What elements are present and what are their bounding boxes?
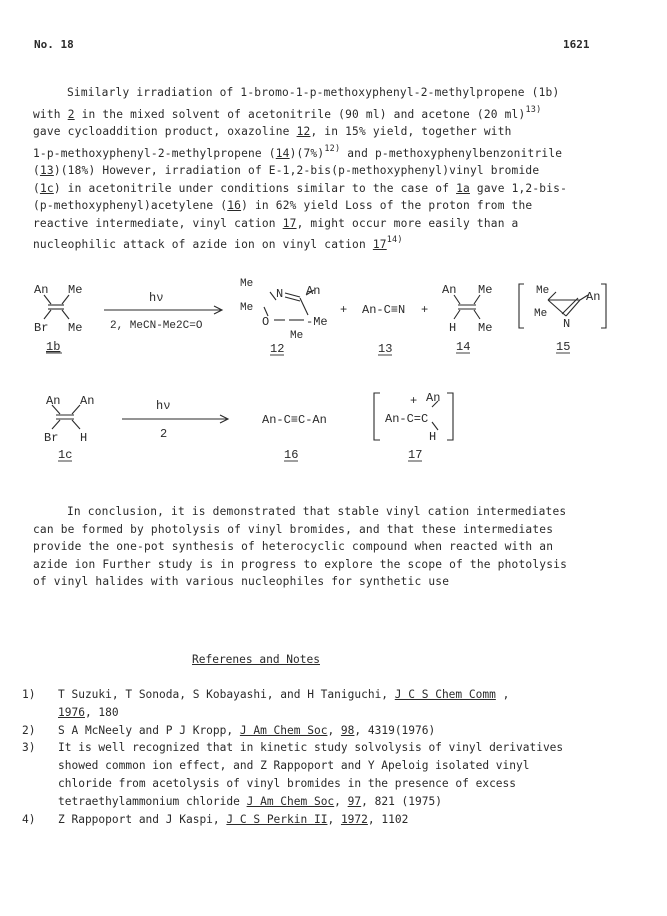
ref-number: 4) xyxy=(22,812,36,826)
para1-line9-text: nucleophilic attack of azide ion on vinyl cation xyxy=(33,238,366,251)
reagent-label: 2, MeCN-Me2C=O xyxy=(110,320,203,332)
para2-line3: provide the one-pot synthesis of heterocyclic compound when reacted with an xyxy=(33,540,554,553)
svg-text:H: H xyxy=(80,431,88,445)
ref-sep: , xyxy=(334,794,348,808)
compound-ref-14: 14 xyxy=(275,146,290,160)
compound-label-17: 17 xyxy=(408,448,423,462)
svg-text:An: An xyxy=(442,283,457,297)
ref-journal: J C S Perkin II xyxy=(226,812,328,826)
reference-item xyxy=(22,811,642,829)
svg-text:Me: Me xyxy=(536,285,550,297)
reagent-label-2: 2 xyxy=(160,427,168,441)
para1-line3-text: gave cycloaddition product, oxazoline xyxy=(33,125,290,138)
para2-line5: of vinyl halides with various nucleophiles for synthetic use xyxy=(33,575,450,588)
ref-page: , 4319(1976) xyxy=(354,723,436,737)
svg-text:Br: Br xyxy=(34,321,49,335)
svg-text:Me: Me xyxy=(478,283,493,297)
reference-item xyxy=(22,739,642,810)
plus-sign-1: + xyxy=(340,303,348,317)
ref-page: , 180 xyxy=(84,705,119,719)
svg-text:An: An xyxy=(426,391,441,405)
ref-note-line: It is well recognized that in kinetic study solvolysis of vinyl derivatives xyxy=(58,741,564,755)
svg-text:N: N xyxy=(276,287,284,301)
compound-ref-13: 13 xyxy=(39,164,54,177)
para1-line4-text: 1-p-methoxyphenyl-2-methylpropene ( xyxy=(33,146,276,160)
ref-year: 1976 xyxy=(58,705,85,719)
paragraph-2 xyxy=(33,503,593,591)
journal-issue: No. 18 xyxy=(34,38,74,51)
para1-line6-text: ( xyxy=(33,181,40,195)
ref-note-line: chloride from acetolysis of vinyl bromides in the presence of excess xyxy=(58,776,517,790)
svg-text:-Me: -Me xyxy=(306,315,328,329)
svg-text:Me: Me xyxy=(290,330,304,342)
compound-label-1b: 1b xyxy=(46,340,61,354)
para1-line2-text: with xyxy=(33,107,61,121)
para1-line5-text-b: )(18%) However, irradiation of E-1,2-bis(p-methoxyphenyl)vinyl bromide xyxy=(53,164,540,177)
ref-note-line: showed common ion effect, and Z Rappoport and Y Apeloig isolated vinyl xyxy=(58,759,530,773)
ref-volume: 98 xyxy=(340,723,355,737)
ref-sep: , xyxy=(502,688,510,701)
para1-line7-text: (p-methoxyphenyl)acetylene ( xyxy=(33,199,228,212)
svg-text:H: H xyxy=(449,321,457,335)
compound-label-15: 15 xyxy=(556,340,571,354)
ref-journal: J Am Chem Soc xyxy=(239,723,328,737)
compound-ref-16: 16 xyxy=(227,199,242,212)
svg-text:An: An xyxy=(306,284,321,298)
plus-sign-2: + xyxy=(421,303,429,317)
footnote-ref-14: 14) xyxy=(386,235,403,245)
para1-line1: Similarly irradiation of 1-bromo-1-p-methoxyphenyl-2-methylpropene (1b) xyxy=(67,86,560,99)
svg-text:Me: Me xyxy=(240,302,254,314)
compound-ref-17b: 17 xyxy=(372,238,387,251)
svg-text:An: An xyxy=(80,394,95,408)
svg-text:An-C=C: An-C=C xyxy=(385,412,429,426)
svg-text:N: N xyxy=(563,317,571,331)
para1-line4-text-c: and p-methoxyphenylbenzonitrile xyxy=(340,146,563,160)
para1-line6-text-c: gave 1,2-bis- xyxy=(469,181,568,195)
ref-journal: J C S Chem Comm xyxy=(394,688,496,701)
svg-text:H: H xyxy=(429,430,437,444)
ref-authors: Z Rappoport and J Kaspi, xyxy=(58,812,220,826)
svg-text:An: An xyxy=(586,290,601,304)
compound-label-12: 12 xyxy=(270,342,285,356)
svg-text:Me: Me xyxy=(478,321,493,335)
svg-text:+: + xyxy=(410,394,418,408)
reference-item xyxy=(22,722,642,740)
ref-year: 1972 xyxy=(340,812,368,826)
hv-label: hν xyxy=(149,291,164,305)
ref-note-line: tetraethylammonium chloride xyxy=(58,794,240,808)
paragraph-1 xyxy=(33,84,593,254)
ref-number: 2) xyxy=(22,723,36,737)
para1-line8-text: reactive intermediate, vinyl cation xyxy=(33,216,276,230)
ref-volume: 97 xyxy=(347,794,362,808)
svg-text:Me: Me xyxy=(240,278,254,290)
compound-label-13: 13 xyxy=(378,342,393,356)
compound-ref-1c: 1c xyxy=(39,181,54,195)
svg-text:O: O xyxy=(262,315,270,329)
ref-journal: J Am Chem Soc xyxy=(246,794,335,808)
para1-line8-text-b: , might occur more easily than a xyxy=(296,216,519,230)
ref-number: 3) xyxy=(22,741,36,755)
para1-line4-text-b: )(7%) xyxy=(289,146,325,160)
reference-item xyxy=(22,686,642,722)
para2-line2: can be formed by photolysis of vinyl bromides, and that these intermediates xyxy=(33,522,554,536)
ref-sep: , xyxy=(327,812,341,826)
compound-ref-1a: 1a xyxy=(456,181,470,195)
svg-text:An: An xyxy=(46,394,61,408)
reaction-scheme xyxy=(0,270,667,470)
para2-line4: azide ion Further study is in progress to explore the scope of the photolysis xyxy=(33,557,568,571)
para1-line7-text-b: ) in 62% yield Loss of the proton from the xyxy=(241,199,533,212)
references-title: Referenes and Notes xyxy=(192,653,320,666)
para1-line2-text-b: in the mixed solvent of acetonitrile (90 ml) and acetone (20 ml) xyxy=(81,107,526,121)
ref-page: , 821 (1975) xyxy=(361,794,442,808)
para1-line6-text-b: ) in acetonitrile under conditions similar to the case of xyxy=(53,181,450,195)
ref-authors: T Suzuki, T Sonoda, S Kobayashi, and H Taniguchi, xyxy=(58,688,389,701)
footnote-ref-12: 12) xyxy=(324,143,341,154)
svg-text:Me: Me xyxy=(68,321,83,335)
para2-line1: In conclusion, it is demonstrated that stable vinyl cation intermediates xyxy=(67,505,567,518)
svg-text:Me: Me xyxy=(68,283,83,297)
compound-ref-2: 2 xyxy=(67,107,75,121)
para1-line3-text-b: , in 15% yield, together with xyxy=(310,125,512,138)
hv-label-2: hν xyxy=(156,399,171,413)
ref-sep: , xyxy=(327,723,341,737)
compound-ref-12: 12 xyxy=(296,125,311,138)
page-number: 1621 xyxy=(563,38,590,51)
ref-number: 1) xyxy=(22,688,36,701)
svg-text:An: An xyxy=(34,283,49,297)
compound-ref-17: 17 xyxy=(282,216,297,230)
footnote-ref-13: 13) xyxy=(525,104,542,115)
ref-page: , 1102 xyxy=(367,812,409,826)
acetylene-formula: An-C≡C-An xyxy=(262,413,327,427)
compound-label-14: 14 xyxy=(456,340,471,354)
svg-text:Br: Br xyxy=(44,431,59,445)
references-list xyxy=(22,686,642,828)
compound-label-1c: 1c xyxy=(58,448,73,462)
svg-text:Me: Me xyxy=(534,308,548,320)
ref-authors: S A McNeely and P J Kropp, xyxy=(58,723,234,737)
compound-label-16: 16 xyxy=(284,448,299,462)
para1-line5-text: ( xyxy=(33,164,40,177)
nitrile-formula: An-C≡N xyxy=(362,303,406,317)
